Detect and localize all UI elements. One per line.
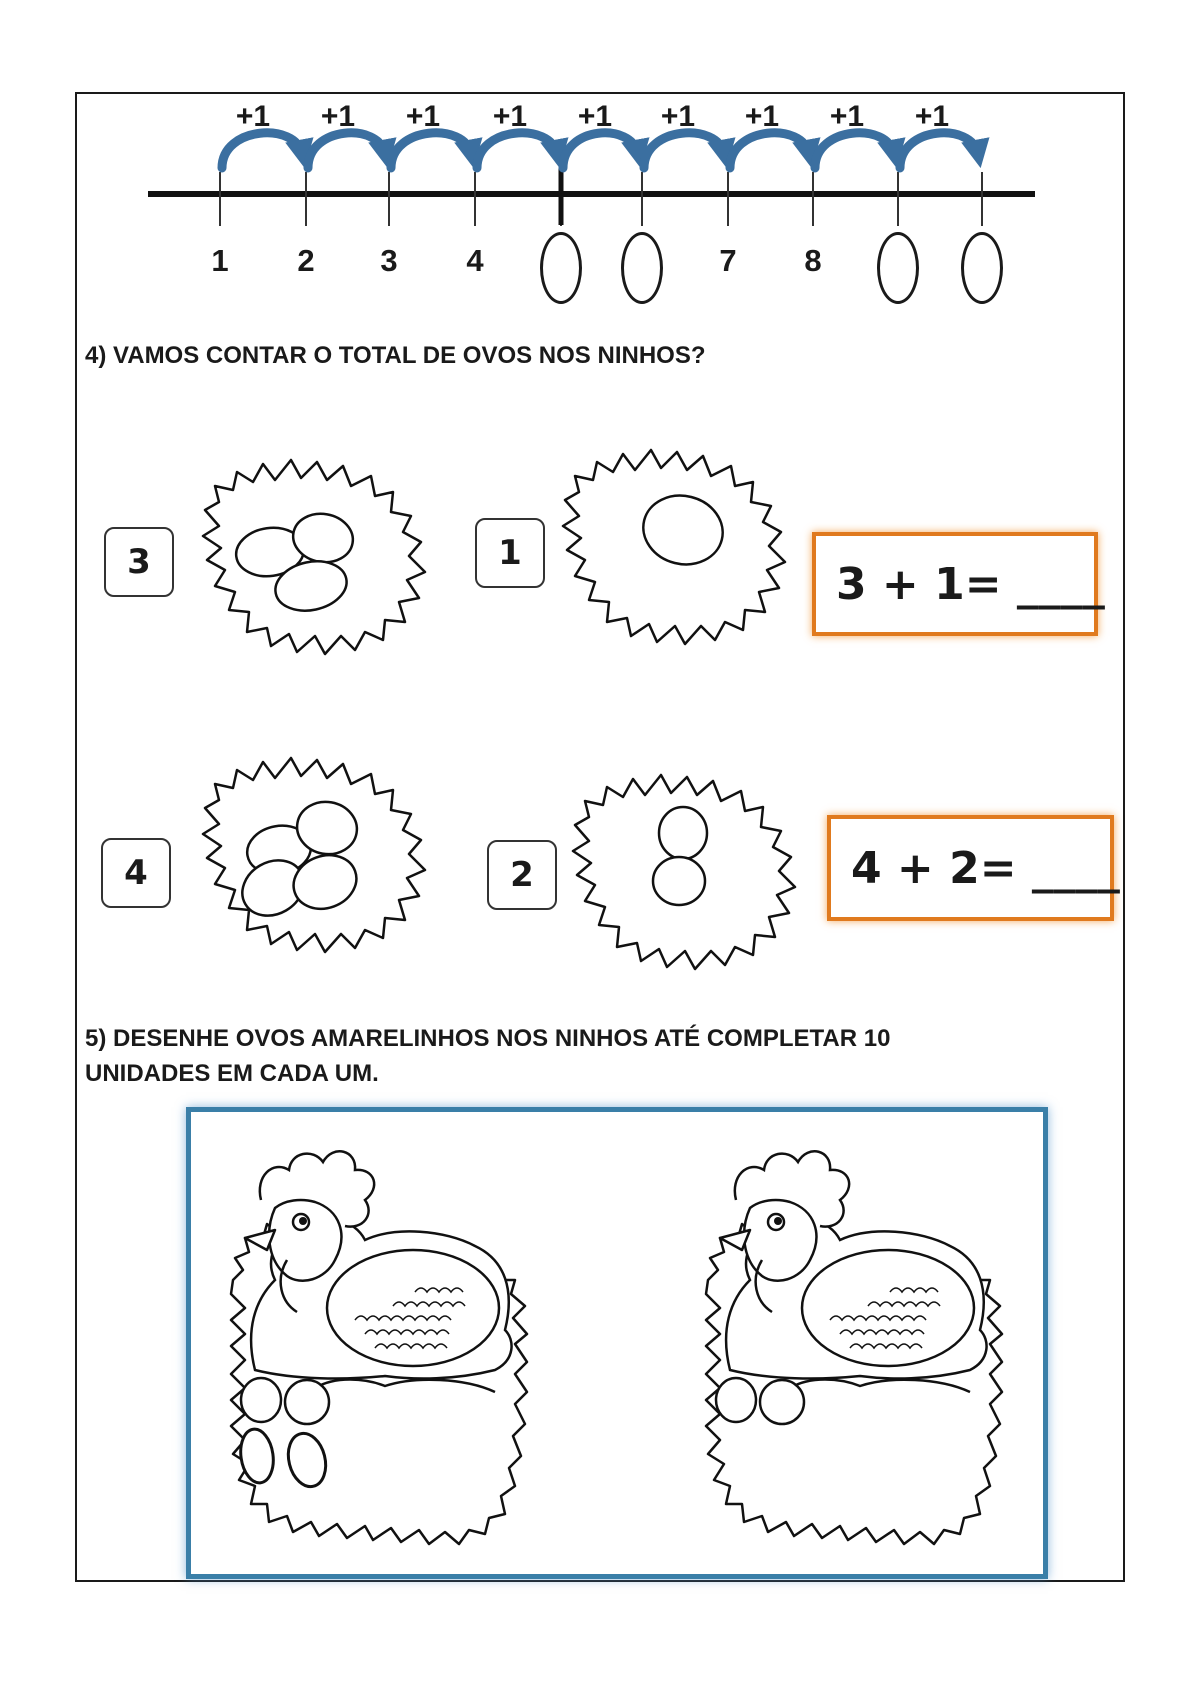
jump-arrow (222, 133, 302, 168)
jump-arrow (730, 133, 809, 168)
egg-count-box: 2 (487, 840, 557, 910)
blank-answer-oval-6[interactable] (621, 232, 663, 304)
hen-on-nest-illustration (690, 1130, 1020, 1560)
number-line-graphic (0, 0, 1190, 320)
plus-one-label: +1 (235, 100, 271, 133)
tick-label-1: 1 (211, 243, 229, 278)
egg-count-box: 1 (475, 518, 545, 588)
question-4-title: 4) VAMOS CONTAR O TOTAL DE OVOS NOS NINHOS? (85, 342, 706, 369)
question-5-title (85, 1021, 890, 1091)
nest-3-eggs (175, 440, 455, 680)
plus-one-label: +1 (744, 100, 780, 133)
addition-answer-box[interactable]: 4 + 2= ____ (827, 815, 1114, 921)
blank-answer-oval-5[interactable] (540, 232, 582, 304)
plus-one-label: +1 (829, 100, 865, 133)
nest-1-egg (535, 430, 815, 670)
tick-label-2: 2 (297, 243, 315, 278)
plus-one-label: +1 (577, 100, 613, 133)
jump-arrow (900, 133, 978, 168)
plus-one-label: +1 (914, 100, 950, 133)
plus-one-label: +1 (320, 100, 356, 133)
jump-arrow (308, 133, 385, 168)
blank-answer-oval-10[interactable] (961, 232, 1003, 304)
question-5-title-line1: 5) DESENHE OVOS AMARELINHOS NOS NINHOS ATÉ COMPLETAR 10 (85, 1025, 891, 1052)
tick-label-3: 3 (380, 243, 398, 278)
egg-count-box: 4 (101, 838, 171, 908)
jump-arrow (391, 133, 471, 168)
addition-answer-box[interactable]: 3 + 1= ____ (812, 532, 1098, 636)
jump-arrow (563, 133, 638, 168)
plus-one-label: +1 (492, 100, 528, 133)
plus-one-label: +1 (405, 100, 441, 133)
tick-label-4: 4 (466, 243, 484, 278)
egg-count-box: 3 (104, 527, 174, 597)
tick-label-8: 8 (804, 243, 822, 278)
plus-one-label: +1 (660, 100, 696, 133)
nest-2-eggs (545, 755, 825, 995)
question-5-title-line2: UNIDADES EM CADA UM. (85, 1060, 379, 1087)
tick-label-7: 7 (719, 243, 737, 278)
hen-on-nest-illustration (215, 1130, 545, 1560)
jump-arrow (815, 133, 894, 168)
nest-4-eggs (175, 738, 455, 978)
jump-arrow (477, 133, 557, 168)
jump-arrow (644, 133, 724, 168)
blank-answer-oval-9[interactable] (877, 232, 919, 304)
